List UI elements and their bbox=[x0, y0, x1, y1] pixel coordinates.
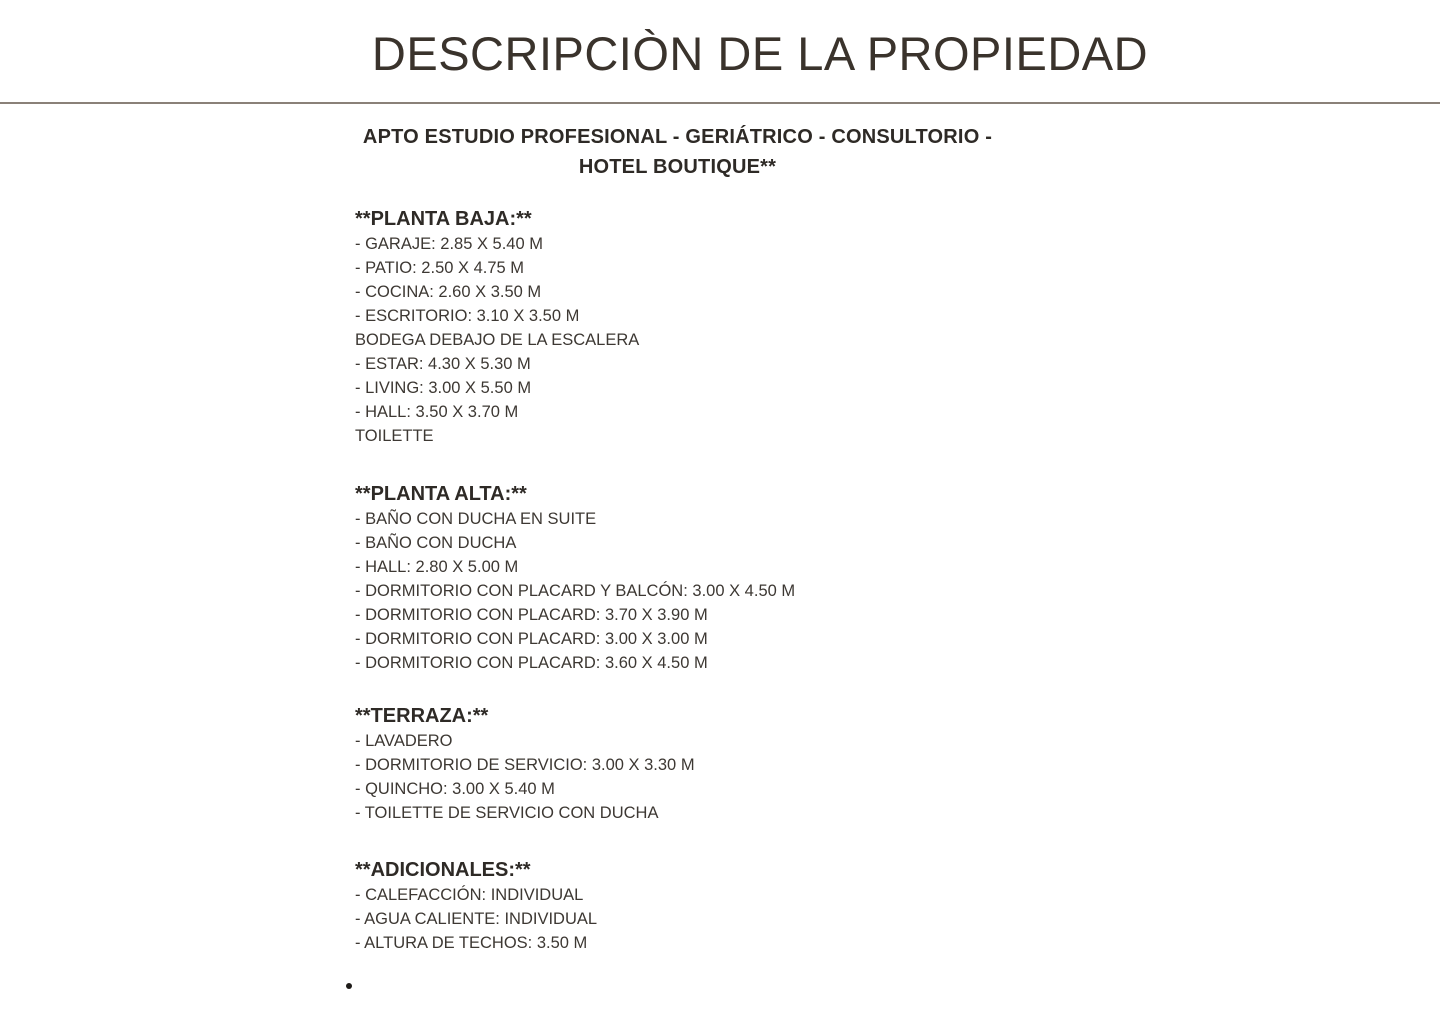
section-title: **ADICIONALES:** bbox=[355, 859, 531, 881]
list-item: - TOILETTE DE SERVICIO CON DUCHA bbox=[355, 804, 659, 822]
section-title: **PLANTA ALTA:** bbox=[355, 483, 527, 505]
list-item: - DORMITORIO CON PLACARD: 3.70 X 3.90 M bbox=[355, 606, 708, 624]
list-item: - GARAJE: 2.85 X 5.40 M bbox=[355, 235, 543, 253]
list-item: - ESCRITORIO: 3.10 X 3.50 M bbox=[355, 307, 580, 325]
list-item: - BAÑO CON DUCHA bbox=[355, 534, 517, 552]
bullet-dot bbox=[346, 983, 352, 989]
section-planta-alta bbox=[355, 481, 1000, 675]
list-item: - DORMITORIO CON PLACARD: 3.60 X 4.50 M bbox=[355, 654, 708, 672]
list-item: - LAVADERO bbox=[355, 732, 453, 750]
list-item: BODEGA DEBAJO DE LA ESCALERA bbox=[355, 331, 640, 349]
section-title: **PLANTA BAJA:** bbox=[355, 208, 532, 230]
property-heading bbox=[355, 122, 1000, 182]
list-item: - HALL: 2.80 X 5.00 M bbox=[355, 558, 519, 576]
list-item: - HALL: 3.50 X 3.70 M bbox=[355, 403, 519, 421]
list-item: - QUINCHO: 3.00 X 5.40 M bbox=[355, 780, 555, 798]
list-item: - ALTURA DE TECHOS: 3.50 M bbox=[355, 934, 588, 952]
section-title: **TERRAZA:** bbox=[355, 705, 489, 727]
list-item: - BAÑO CON DUCHA EN SUITE bbox=[355, 510, 597, 528]
list-item: - CALEFACCIÓN: INDIVIDUAL bbox=[355, 886, 584, 904]
list-item: - LIVING: 3.00 X 5.50 M bbox=[355, 379, 532, 397]
section-planta-baja bbox=[355, 206, 1000, 448]
list-item: - COCINA: 2.60 X 3.50 M bbox=[355, 283, 542, 301]
list-item: TOILETTE bbox=[355, 427, 434, 445]
page-title: DESCRIPCIÒN DE LA PROPIEDAD bbox=[371, 27, 1149, 80]
list-item: - ESTAR: 4.30 X 5.30 M bbox=[355, 355, 531, 373]
list-item: - DORMITORIO CON PLACARD: 3.00 X 3.00 M bbox=[355, 630, 708, 648]
section-terraza bbox=[355, 703, 1000, 825]
section-adicionales bbox=[355, 857, 1000, 955]
list-item: - DORMITORIO CON PLACARD Y BALCÓN: 3.00 X 4.50 M bbox=[355, 582, 796, 600]
heading-line-2: HOTEL BOUTIQUE** bbox=[578, 156, 777, 178]
title-divider bbox=[0, 102, 1440, 104]
list-item: - AGUA CALIENTE: INDIVIDUAL bbox=[355, 910, 598, 928]
list-item: - PATIO: 2.50 X 4.75 M bbox=[355, 259, 525, 277]
heading-line-1: APTO ESTUDIO PROFESIONAL - GERIÁTRICO - CONSULTORIO - bbox=[362, 126, 993, 148]
list-item: - DORMITORIO DE SERVICIO: 3.00 X 3.30 M bbox=[355, 756, 695, 774]
